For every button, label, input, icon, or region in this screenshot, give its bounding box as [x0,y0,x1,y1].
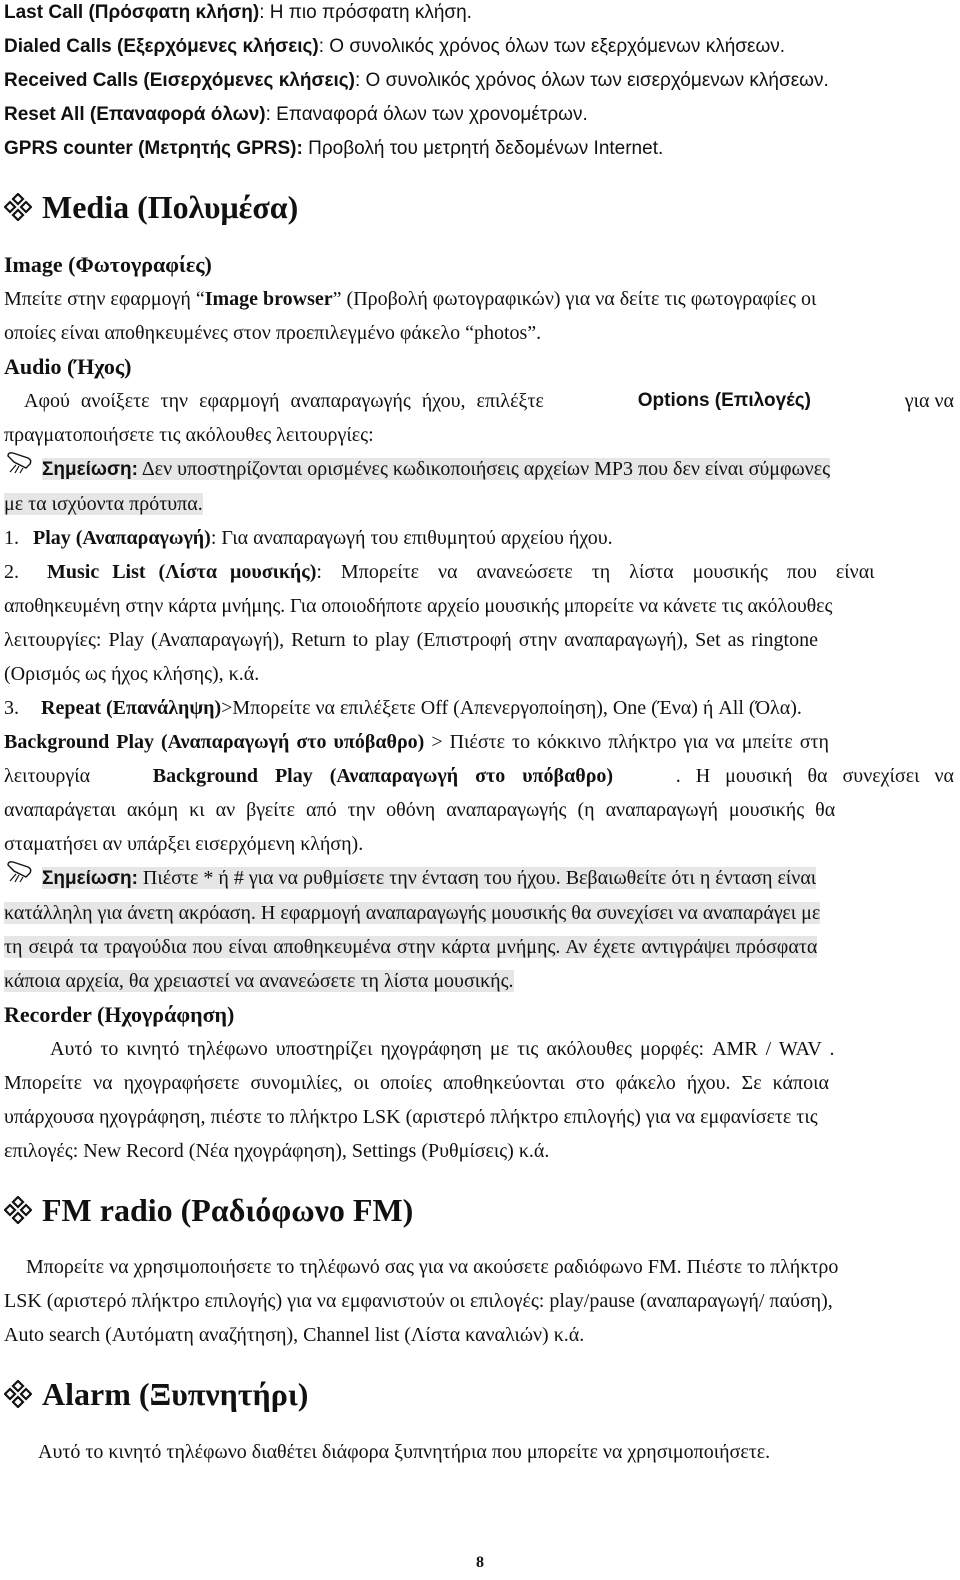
lamp-note-icon [4,452,34,474]
paragraph: Αφού ανοίξετε την εφαρμογή αναπαραγωγής ήχου, επιλέξτε Options (Επιλογές) για να [24,390,954,412]
list-item: 2. Music List (Λίστα μουσικής): Μπορείτε να ανανεώσετε τη λίστα μουσικής που είναι [4,561,875,583]
note-block: Σημείωση: Πιέστε * ή # για να ρυθμίσετε την ένταση του ήχου. Βεβαιωθείτε ότι η ένταση είναι κατάλληλη για άνετη ακρόαση. Η εφαρμογή αναπαραγωγής μουσικής θα συνεχίσει να αναπαράγει με τη σειρά τα τραγούδια που είναι αποθηκευμένα στην κάρτα μνήμης. Αν έχετε αντιγράψει πρόσφατα κάποια αρχεία, θα χρειαστεί να ανανεώσετε τη λίστα μουσικής. [4,861,954,998]
paragraph-line: αποθηκευμένη στην κάρτα μνήμης. Για οποιοδήποτε αρχείο μουσικής μπορείτε να κάνετε τις ακόλουθες [4,595,833,617]
paragraph-line: Μπορείτε να ηχογραφήσετε συνομιλίες, οι οποίες αποθηκεύονται στο φάκελο ήχου. Σε κάποια [4,1072,829,1094]
paragraph-line: Αυτό το κινητό τηλέφωνο διαθέτει διάφορα ξυπνητήρια που μπορείτε να χρησιμοποιήσετε. [38,1441,771,1463]
lamp-note-icon [4,861,34,883]
list-item: 3. Repeat (Επανάληψη)>Μπορείτε να επιλέξετε Off (Απενεργοποίηση), One (Ένα) ή All (Όλα). [4,697,802,719]
list-item: GPRS counter (Μετρητής GPRS): Προβολή του μετρητή δεδομένων Internet. [4,138,664,159]
paragraph-line: υπάρχουσα ηχογράφηση, πιέστε το πλήκτρο LSK (αριστερό πλήκτρο επιλογής) για να εμφανίσετε τις [4,1106,818,1128]
note-block: Σημείωση: Δεν υποστηρίζονται ορισμένες κωδικοποιήσεις αρχείων MP3 που δεν είναι σύμφωνες με τα ισχύοντα πρότυπα. [4,452,954,521]
paragraph: Background Play (Αναπαραγωγή στο υπόβαθρο) > Πιέστε το κόκκινο πλήκτρο για να μπείτε στη [4,731,830,753]
paragraph-line: Μπορείτε να χρησιμοποιήσετε το τηλέφωνό σας για να ακούσετε ραδιόφωνο FM. Πιέστε το πλήκτρο [26,1256,839,1278]
diamond-bullet-icon [4,193,32,221]
paragraph: Μπείτε στην εφαρμογή “Image browser” (Προβολή φωτογραφικών) για να δείτε τις φωτογραφίες οι [4,288,817,310]
call-timers-list [4,0,954,166]
list-item: Dialed Calls (Εξερχόμενες κλήσεις): Ο συνολικός χρόνος όλων των εξερχόμενων κλήσεων. [4,36,786,57]
audio-heading: Audio (Ήχος) [4,354,132,379]
paragraph-line: αναπαράγεται ακόμη κι αν βγείτε από την οθόνη αναπαραγωγής (η αναπαραγωγή μουσικής θα [4,799,836,821]
paragraph-line: Auto search (Αυτόματη αναζήτηση), Channel list (Λίστα καναλιών) κ.ά. [4,1324,585,1346]
paragraph-line: LSK (αριστερό πλήκτρο επιλογής) για να εμφανιστούν οι επιλογές: play/pause (αναπαραγωγή/ παύση), [4,1290,833,1312]
paragraph-line: επιλογές: New Record (Νέα ηχογράφηση), Settings (Ρυθμίσεις) κ.ά. [4,1140,550,1162]
page-number: 8 [476,1554,484,1571]
paragraph-line: σταματήσει αν υπάρξει εισερχόμενη κλήση). [4,833,364,855]
list-item: Reset All (Επαναφορά όλων): Επαναφορά όλων των χρονομέτρων. [4,104,588,125]
diamond-bullet-icon [4,1380,32,1408]
media-body [4,248,954,1168]
media-section-title: Media (Πολυμέσα) [4,187,298,227]
paragraph-line: Αυτό το κινητό τηλέφωνο υποστηρίζει ηχογράφηση με τις ακόλουθες μορφές: AMR / WAV . [50,1038,835,1060]
paragraph-line: λειτουργία Background Play (Αναπαραγωγή στο υπόβαθρο) . Η μουσική θα συνεχίσει να [4,765,954,787]
recorder-heading: Recorder (Ηχογράφηση) [4,1002,235,1027]
alarm-section-title: Alarm (Ξυπνητήρι) [4,1374,308,1414]
image-heading: Image (Φωτογραφίες) [4,252,212,277]
fm-section-title: FM radio (Ραδιόφωνο FM) [4,1190,413,1230]
fm-body [4,1250,954,1352]
diamond-bullet-icon [4,1196,32,1224]
list-item: 1. Play (Αναπαραγωγή): Για αναπαραγωγή του επιθυμητού αρχείου ήχου. [4,527,613,549]
paragraph-line: λειτουργίες: Play (Αναπαραγωγή), Return to play (Επιστροφή στην αναπαραγωγή), Set as ringtone [4,629,818,651]
alarm-body [4,1435,954,1469]
paragraph: οποίες είναι αποθηκευμένες στον προεπιλεγμένο φάκελο “photos”. [4,322,542,344]
paragraph: πραγματοποιήσετε τις ακόλουθες λειτουργίες: [4,424,374,446]
list-item: Received Calls (Εισερχόμενες κλήσεις): Ο συνολικός χρόνος όλων των εισερχόμενων κλήσεων. [4,70,829,91]
list-item: Last Call (Πρόσφατη κλήση): Η πιο πρόσφατη κλήση. [4,2,472,23]
paragraph-line: (Ορισμός ως ήχος κλήσης), κ.ά. [4,663,260,685]
